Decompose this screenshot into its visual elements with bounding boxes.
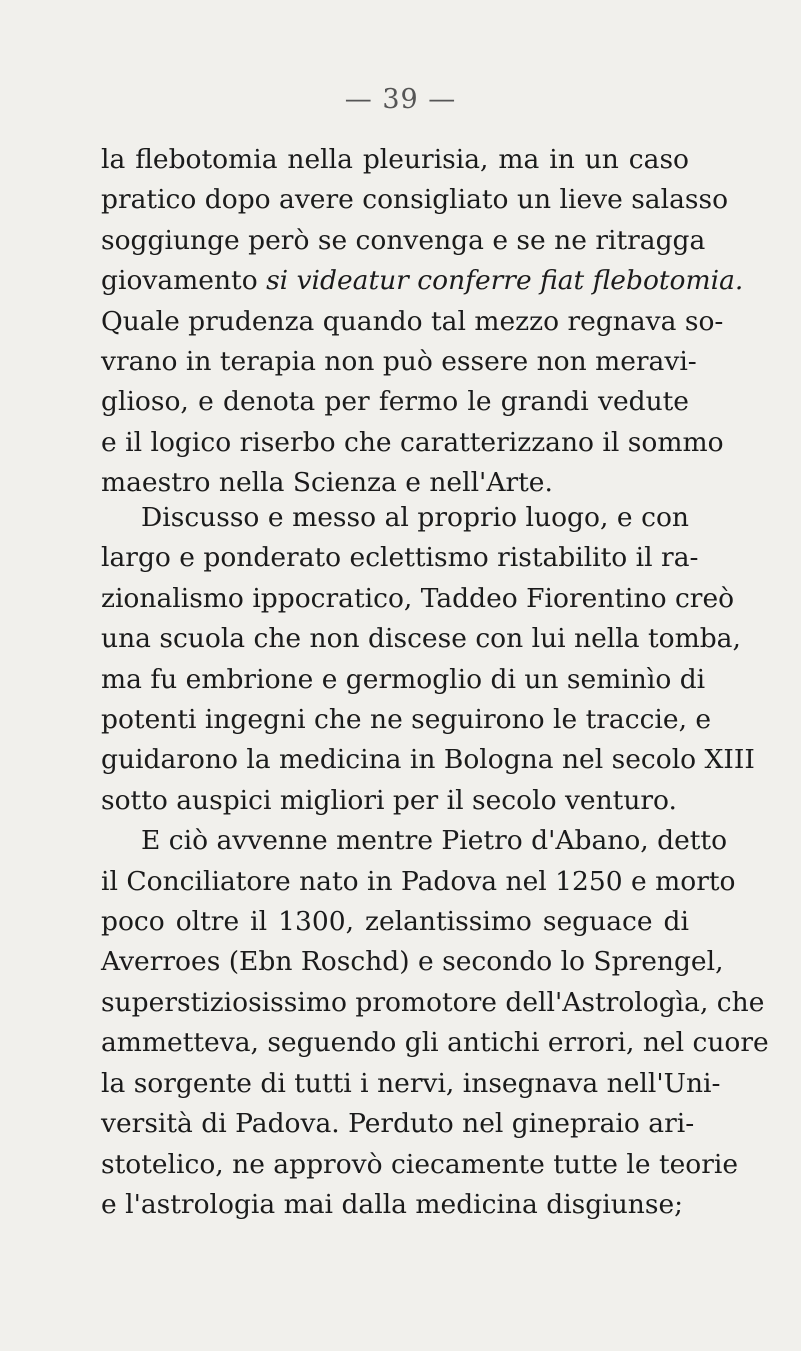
text-line: poco oltre il 1300, zelantissimo seguace di <box>101 906 689 938</box>
text-line: Quale prudenza quando tal mezzo regnava so- <box>101 305 724 337</box>
text-line: una scuola che non discese con lui nella tomba, <box>101 623 741 655</box>
latin-quote: si videatur conferre fiat flebotomia. <box>266 265 744 297</box>
text-line: e l'astrologia mai dalla medicina disgiunse; <box>101 1188 684 1220</box>
text-line <box>101 261 744 301</box>
paragraph-2 <box>101 498 755 821</box>
text-line: stotelico, ne approvò ciecamente tutte le teorie <box>101 1148 739 1180</box>
text-line: Averroes (Ebn Roschd) e secondo lo Sprengel, <box>101 946 724 978</box>
paragraph-3 <box>101 821 769 1225</box>
text-line: superstiziosissimo promotore dell'Astrologìa, che <box>101 986 765 1018</box>
text-line: ma fu embrione e germoglio di un seminìo di <box>101 663 706 695</box>
text-line: ammetteva, seguendo gli antichi errori, nel cuore <box>101 1027 769 1059</box>
text-line: guidarono la medicina in Bologna nel secolo XIII <box>101 744 755 776</box>
text-line: maestro nella Scienza e nell'Arte. <box>101 467 553 499</box>
text-line: pratico dopo avere consigliato un lieve salasso <box>101 184 729 216</box>
text-line: versità di Padova. Perduto nel ginepraio ari- <box>101 1108 695 1140</box>
page-number: — 39 — <box>344 84 457 115</box>
text-line: Discusso e messo al proprio luogo, e con <box>141 502 689 533</box>
paragraph-1 <box>101 140 744 504</box>
text-line: vrano in terapia non può essere non meravi- <box>101 346 697 378</box>
text-line: largo e ponderato eclettismo ristabilito il ra- <box>101 542 699 574</box>
text-line: la sorgente di tutti i nervi, insegnava nell'Uni- <box>101 1067 721 1099</box>
text-line: zionalismo ippocratico, Taddeo Fiorentino creò <box>101 582 735 614</box>
text-line: sotto auspici migliori per il secolo venturo. <box>101 784 677 816</box>
paragraph-group <box>101 498 769 1225</box>
text-line: soggiunge però se convenga e se ne ritragga <box>101 224 706 256</box>
text-line: E ciò avvenne mentre Pietro d'Abano, detto <box>141 825 728 857</box>
text-line: il Conciliatore nato in Padova nel 1250 e morto <box>101 865 736 897</box>
text-line: potenti ingegni che ne seguirono le traccie, e <box>101 704 712 736</box>
text-line: glioso, e denota per fermo le grandi vedute <box>101 386 689 418</box>
text-line: e il logico riserbo che caratterizzano il sommo <box>101 426 724 458</box>
text-run: giovamento <box>101 265 267 297</box>
text-line: la flebotomia nella pleurisia, ma in un caso <box>101 144 689 175</box>
